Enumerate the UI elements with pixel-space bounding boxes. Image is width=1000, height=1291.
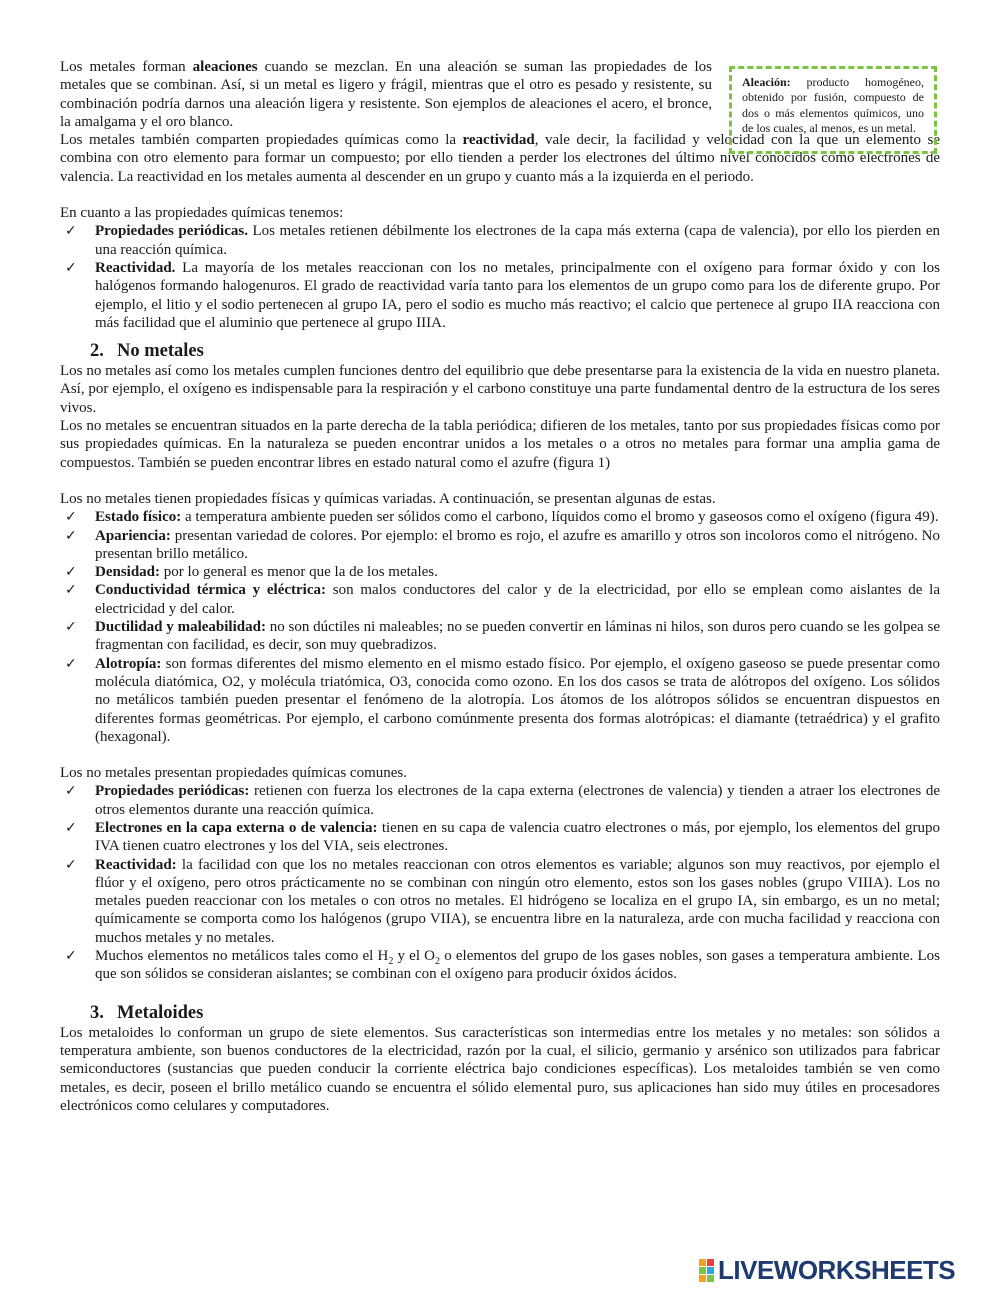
chem-props-list [60,782,940,983]
checkmark-icon: ✓ [65,948,77,965]
section-heading-metaloides: 3. Metaloides [90,1002,204,1023]
logo-square [707,1259,714,1266]
checkmark-icon: ✓ [65,655,77,672]
checkmark-icon: ✓ [65,856,77,873]
no-metales-paragraph-1: Los no metales así como los metales cumplen funciones dentro del equilibrio que debe presentarse para la existencia de la vida en nuestro planeta. Así, por ejemplo, el oxígeno es indispensable para la respiración y el carbono constituye una parte fundamental dentro de la estructura de los seres vivos. [60,363,940,416]
term-reactividad: reactividad [462,132,535,149]
list-item: ✓ Densidad: por lo general es menor que la de los metales. [65,564,438,581]
logo-square [707,1267,714,1274]
phys-props-list [60,508,940,746]
phys-props-heading: Los no metales tienen propiedades físicas y químicas variadas. A continuación, se presentan algunas de estas. [60,490,716,507]
checkmark-icon: ✓ [65,509,77,526]
checkmark-icon: ✓ [65,259,77,276]
intro-text [60,58,712,131]
metaloides-paragraph: Los metaloides lo conforman un grupo de siete elementos. Sus características son intermedias entre los metales y no metales: son sólidos a temperatura ambiente, son buenos conductores de la electricidad, razón por la cual, el silicio, germanio y arsénico son utilizados para fabricar semiconductores (sustancias que pueden conducir la corriente eléctrica bajo condiciones específicas). Los metaloides también se ven como metales, es decir, poseen el brillo metálico cuando se encuentra el sólido elemental puro, sus aplicaciones han sido muy útiles en procesadores electrónicos como celulares y computadores. [60,1024,940,1114]
list-item: ✓ Ductilidad y maleabilidad: no son dúctiles ni maleables; no se pueden convertir en láminas ni hilos, son duros pero cuando se les golpea se fragmentan con facilidad, es decir, son muy quebradizos. [65,619,940,654]
logo-square [699,1267,706,1274]
list-item: ✓ Conductividad térmica y eléctrica: son malos conductores del calor y de la electricidad, por ello se emplean como aislantes de la electricidad y del calor. [65,582,940,617]
list-item: ✓ Reactividad. La mayoría de los metales reaccionan con los no metales, principalmente con el oxígeno para formar óxido y con los halógenos formando halogenuros. El grado de reactividad varía tanto para los elementos de un grupo como para los de diferente grupo. Por ejemplo, el litio y el sodio pertenecen al grupo IA, pero el sodio es mucho más reactivo; el calcio que pertenece al grupo IIA reacciona con más facilidad que el aluminio que pertenece al grupo IIIA. [65,259,940,331]
intro-paragraph-1: Los metales forman aleaciones cuando se mezclan. En una aleación se suman las propiedades de los metales que se combinan. Así, si un metal es ligero y frágil, mientras que el otro es pesado y resistente, su combinación podría darnos una aleación ligera y resistente. Son ejemplos de aleaciones el acero, el bronce, la amalgama y el oro blanco. [60,59,712,130]
list-item: ✓ Propiedades periódicas: retienen con fuerza los electrones de la capa externa (electrones de valencia) y tienden a atraer los electrones de otros elementos durante una reacción química. [65,783,940,818]
checkmark-icon: ✓ [65,619,77,636]
list-item: ✓ Electrones en la capa externa o de valencia: tienen en su capa de valencia cuatro electrones o más, por ejemplo, los elementos del grupo IVA tienen cuatro electrones y los del VIA, seis electrones. [65,819,940,855]
logo-square [707,1275,714,1282]
definition-term: Aleación: [742,75,791,89]
intro-section [60,58,940,186]
checkmark-icon: ✓ [65,582,77,599]
definition-text: producto homogéneo, obtenido por fusión, compuesto de dos o más elementos químicos, uno de los cuales, al menos, es un metal. [742,75,924,136]
logo-square [699,1259,706,1266]
definition-box-aleacion [729,66,937,154]
section-heading-no-metales: 2. No metales [90,341,204,362]
liveworksheets-logo[interactable] [699,1256,955,1284]
logo-text: LIVEWORKSHEETS [718,1254,956,1285]
list-item: ✓ Reactividad: la facilidad con que los no metales reaccionan con otros elementos es variable; algunos son muy reactivos, por ejemplo el flúor y el oxígeno, pero otros prácticamente no se combinan con ningún otro elemento, estos son los gases nobles (grupo VIIIA). Los no metales pueden reaccionar con los metales o con otros no metales. El hidrógeno se localiza en el grupo IA, sin embargo, es un no metal; químicamente se comporta como los halógenos (grupo VIIA), se encuentra libre en la naturaleza, arde con mucha facilidad y reacciona con muchos metales y no metales. [65,856,940,946]
term-aleaciones: aleaciones [192,59,258,75]
no-metales-paragraph-2: Los no metales se encuentran situados en la parte derecha de la tabla periódica; difieren de los metales, tanto por sus propiedades físicas como por sus propiedades químicas. En la naturaleza se pueden encontrar unidos a los metales o a otros no metales para formar una amplia gama de compuestos. También se pueden encontrar libres en estado natural como el azufre (figura 1) [60,418,940,471]
list-item: ✓ Estado físico: a temperatura ambiente pueden ser sólidos como el carbono, líquidos como el bromo y gaseosos como el oxígeno (figura 49). [65,509,939,526]
checkmark-icon: ✓ [65,223,77,240]
checkmark-icon: ✓ [65,564,77,581]
checkmark-icon: ✓ [65,819,77,836]
list-item: ✓ Alotropía: son formas diferentes del mismo elemento en el mismo estado físico. Por ejemplo, el oxígeno gaseoso se puede presentar como molécula diatómica, O2, y molécula triatómica, O3, conocida como ozono. En los dos casos se trata de alótropos del oxígeno. Los sólidos no metálicos también pueden presentar el fenómeno de la alotropía. Los átomos de los alótropos sólidos se encuentran dispuestos en diferentes formas geométricas. Por ejemplo, el carbono comúnmente presenta dos formas alotrópicas: el diamante (tetraédrica) y el grafito (hexagonal). [65,655,940,745]
logo-squares-icon [699,1259,714,1282]
intro-paragraph-2: Los metales también comparten propiedades químicas como la reactividad, vale decir, la facilidad y velocidad con la que un elemento se combina con otro elemento para formar un compuesto; por ello tienden a perder los electrones del último nivel conocidos como electrones de valencia. La reactividad en los metales aumenta al descender en un grupo y cuanto más a la izquierda en el periodo. [60,132,941,185]
checkmark-icon: ✓ [65,527,77,544]
list-item: ✓ Propiedades periódicas. Los metales retienen débilmente los electrones de la capa más externa (capa de valencia), por ello los pierden en una reacción química. [65,223,940,258]
list-item: ✓ Muchos elementos no metálicos tales como el $H_2$ y el $O_2$ o elementos del grupo de los gases nobles, son gases a temperatura ambiente. Los que son sólidos se consideran aislantes; se combinan con el oxígeno para producir óxidos ácidos. [65,948,940,983]
metal-chem-list [60,222,940,332]
metal-chem-heading: En cuanto a las propiedades químicas tenemos: [60,205,344,222]
checkmark-icon: ✓ [65,783,77,800]
chem-props-heading: Los no metales presentan propiedades químicas comunes. [60,765,407,782]
list-item: ✓ Apariencia: presentan variedad de colores. Por ejemplo: el bromo es rojo, el azufre es amarillo y otros son incoloros como el nitrógeno. No presentan brillo metálico. [65,527,940,562]
document-page [60,58,940,1115]
logo-square [699,1275,706,1282]
